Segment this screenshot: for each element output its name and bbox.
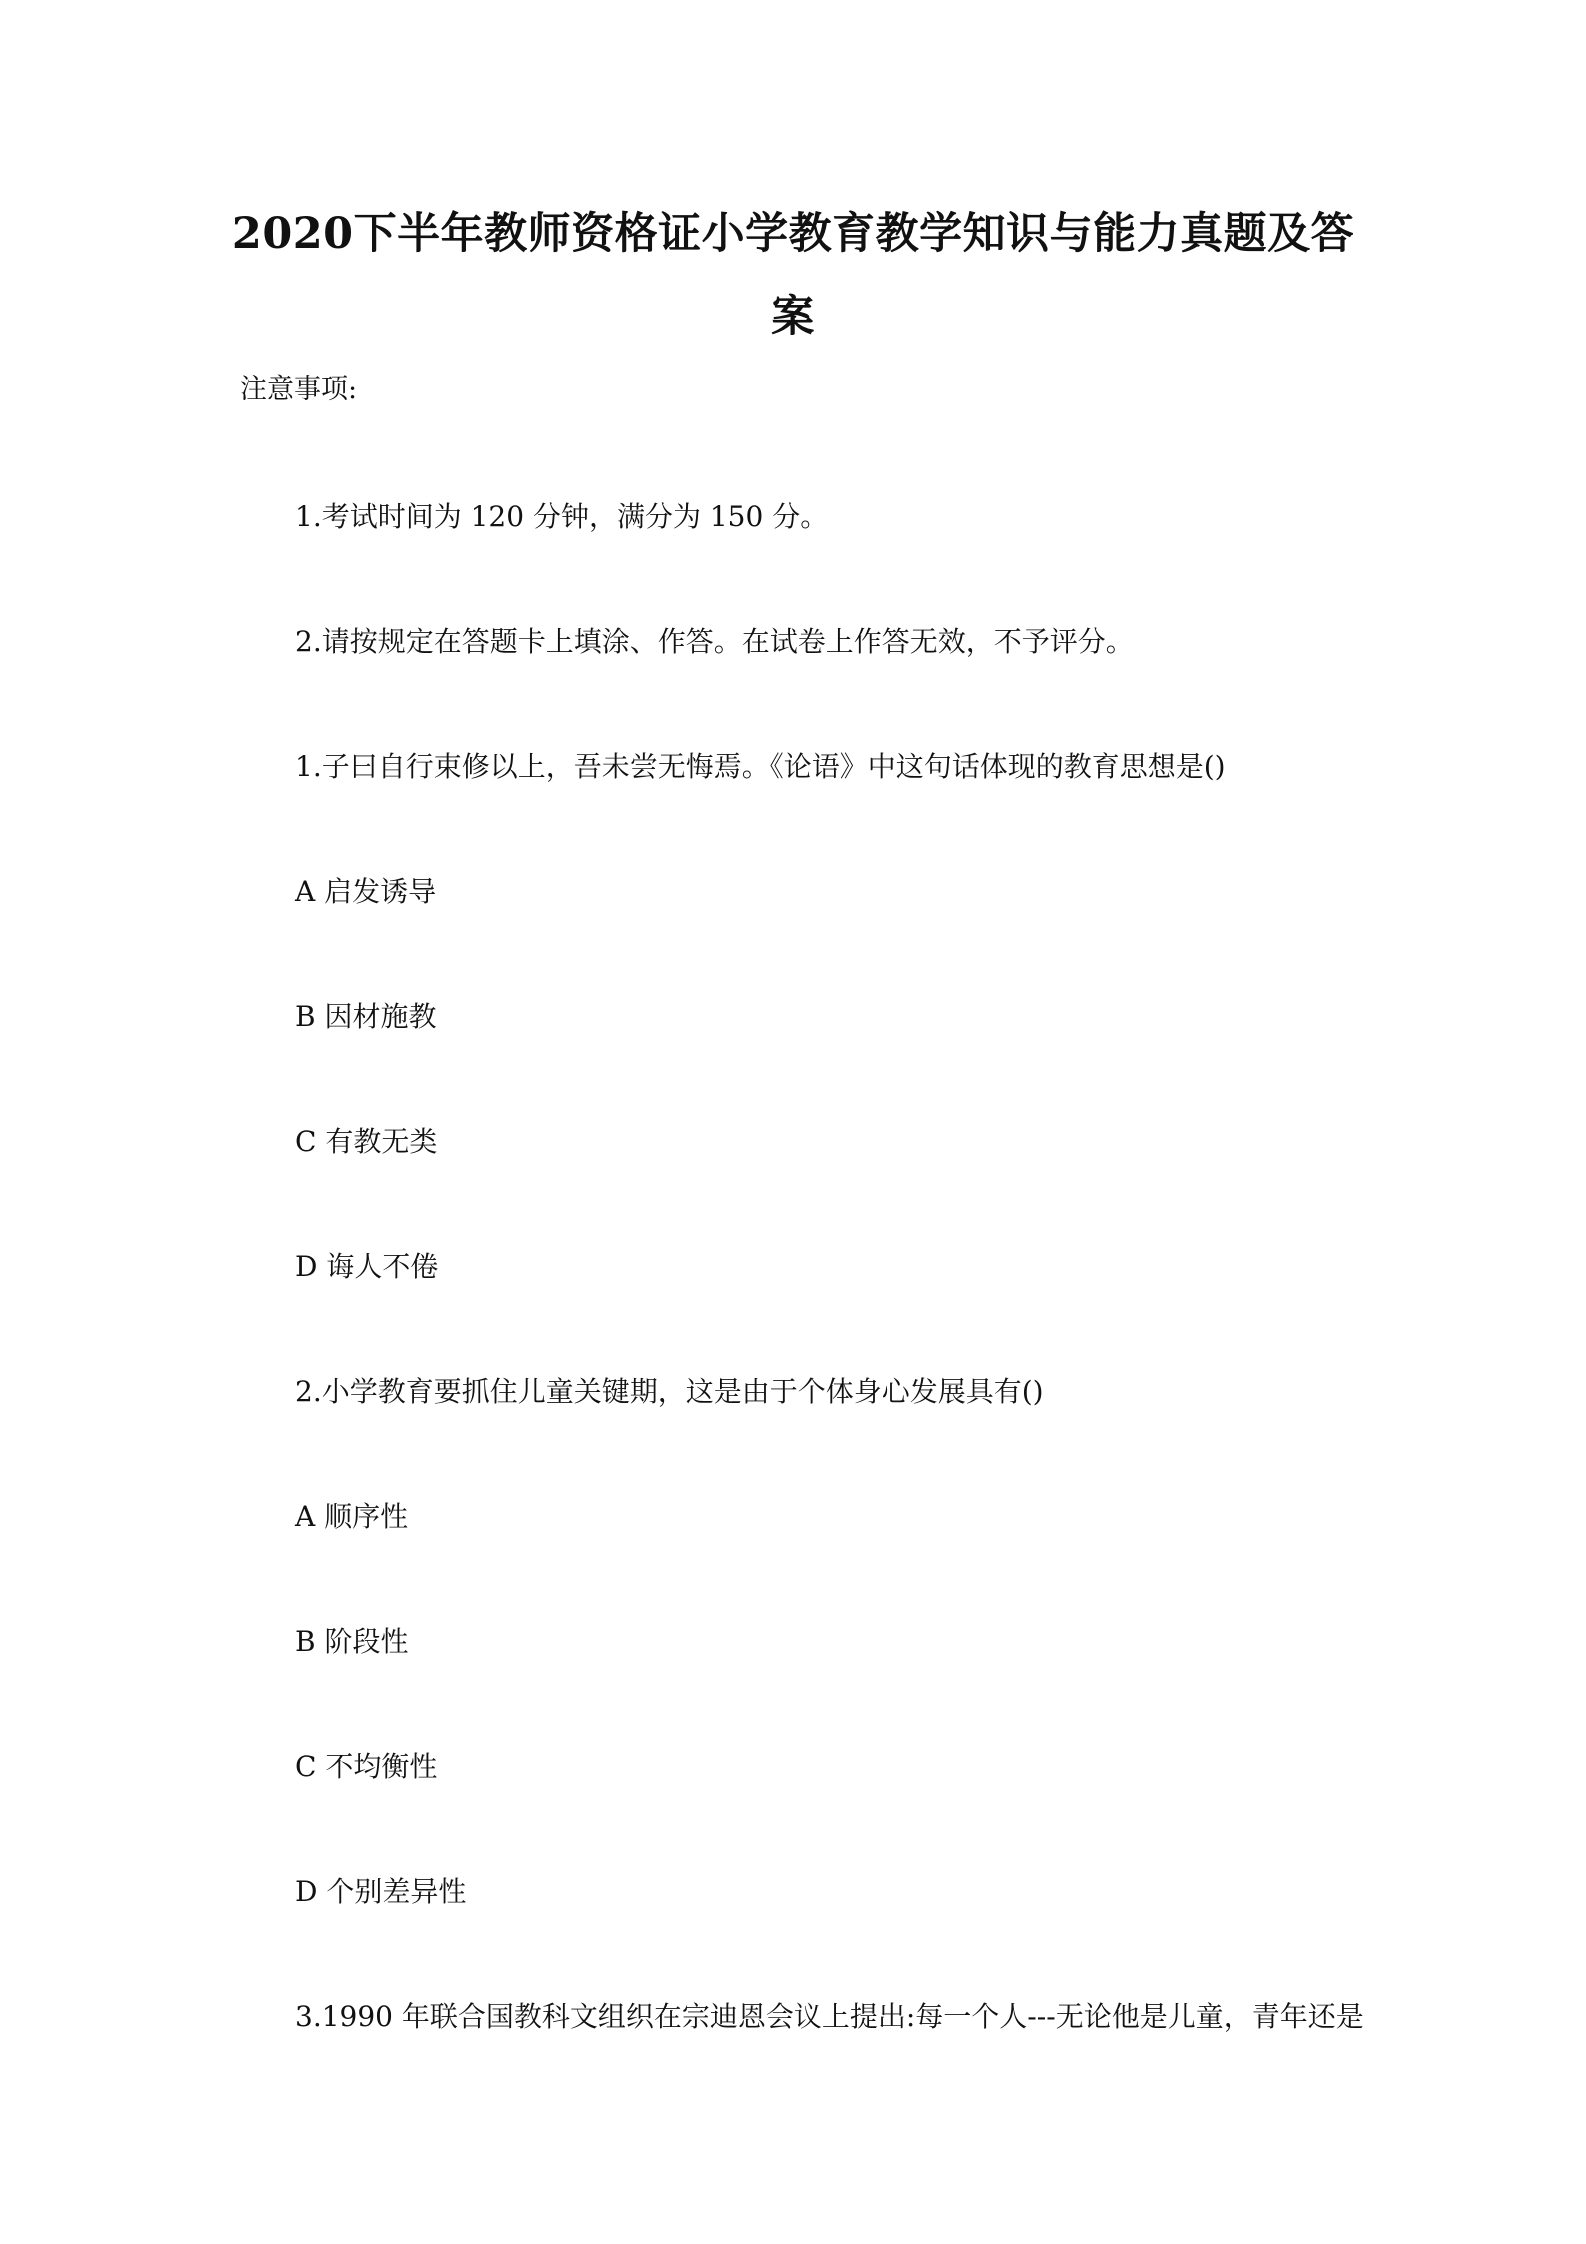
question-option: B 阶段性	[295, 1625, 409, 1658]
question-option: A 顺序性	[295, 1500, 409, 1533]
question-option: C 不均衡性	[295, 1750, 438, 1783]
question-stem: 3.1990 年联合国教科文组织在宗迪恩会议上提出:每一个人---无论他是儿童，青年还是	[295, 2000, 1364, 2033]
document-title-line-2: 案	[771, 292, 815, 342]
document-title-line-1: 2020下半年教师资格证小学教育教学知识与能力真题及答	[231, 209, 1355, 259]
question-stem: 2.小学教育要抓住儿童关键期，这是由于个体身心发展具有()	[295, 1375, 1044, 1408]
question-option: B 因材施教	[295, 1000, 437, 1033]
question-option: A 启发诱导	[295, 875, 437, 908]
question-option: C 有教无类	[295, 1125, 438, 1158]
question-option: D 个别差异性	[295, 1875, 467, 1908]
question-option: D 诲人不倦	[295, 1250, 439, 1283]
notes-label: 注意事项:	[240, 374, 358, 405]
note-item: 1.考试时间为 120 分钟，满分为 150 分。	[295, 500, 829, 533]
question-stem: 1.子曰自行束修以上，吾未尝无悔焉。《论语》中这句话体现的教育思想是()	[295, 750, 1226, 783]
note-item: 2.请按规定在答题卡上填涂、作答。在试卷上作答无效，不予评分。	[295, 625, 1134, 658]
